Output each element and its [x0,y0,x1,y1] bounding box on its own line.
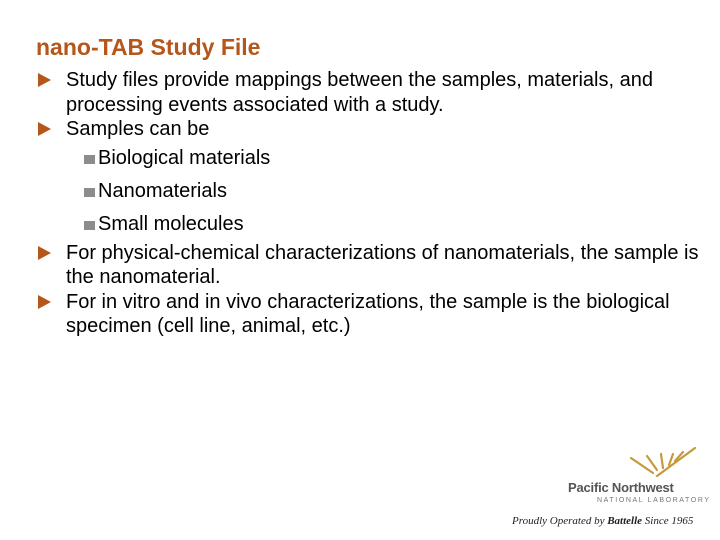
bullet-item [36,117,706,142]
triangle-right-icon [38,73,51,87]
slide-title: nano-TAB Study File [36,34,261,60]
sub-bullet-text: Small molecules [98,212,244,235]
sub-bullet-item [36,208,706,241]
bullet-item [36,290,706,339]
bullet-list [36,68,706,339]
bullet-text: For physical-chemical characterizations of nanomaterials, the sample is the nanomaterial. [66,241,699,288]
triangle-right-icon [38,122,51,136]
square-icon [84,221,95,230]
square-icon [84,155,95,164]
pnnl-logo [505,440,711,532]
logo-lab: NATIONAL LABORATORY [597,497,711,504]
sub-bullet-item [36,175,706,208]
logo-name: Pacific Northwest [568,480,674,495]
tagline-prefix: Proudly Operated by [512,515,608,527]
bullet-item [36,241,706,290]
bullet-text: For in vitro and in vivo characterizations, the sample is the biological specimen (cell line, animal, etc.) [66,290,670,337]
sub-bullet-text: Biological materials [98,146,271,169]
bullet-text: Study files provide mappings between the samples, materials, and processing events associated with a study. [66,69,653,116]
triangle-right-icon [38,295,51,309]
tagline-brand: Battelle [607,515,643,527]
pnnl-logo-mark-icon [617,440,697,480]
tagline-suffix: Since 1965 [642,515,694,527]
logo-tagline [512,515,693,527]
square-icon [84,188,95,197]
bullet-text: Samples can be [66,118,210,140]
bullet-item [36,68,706,117]
sub-bullet-item [36,142,706,175]
triangle-right-icon [38,246,51,260]
sub-bullet-text: Nanomaterials [98,179,227,202]
